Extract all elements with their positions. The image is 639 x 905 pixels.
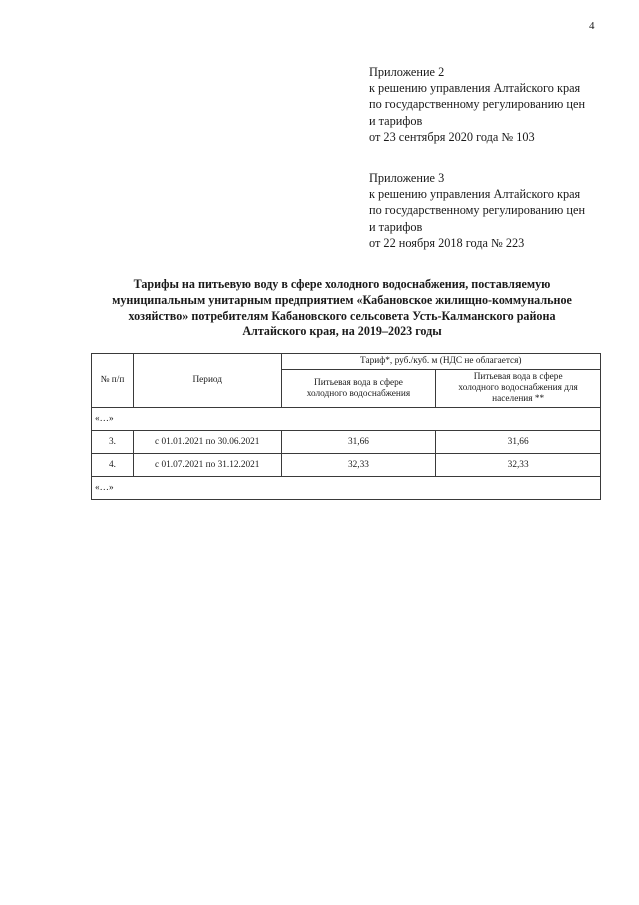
appendix-2-line: и тарифов: [369, 113, 423, 128]
header-cold-water-population-line: Питьевая вода в сфере: [473, 372, 563, 382]
table-row-ellipsis-top: [92, 408, 601, 431]
title-line: хозяйство» потребителям Кабановского сельсовета Усть-Калманского района: [128, 308, 556, 323]
cell-value-cold-water-population: 32,33: [436, 454, 601, 477]
appendix-3-line: от 22 ноября 2018 года № 223: [369, 235, 525, 250]
cell-period: с 01.01.2021 по 30.06.2021: [133, 431, 281, 454]
header-num: № п/п: [92, 354, 134, 408]
appendix-3-line: по государственному регулированию цен: [369, 203, 586, 218]
appendix-2-line: Приложение 2: [369, 65, 445, 79]
appendix-3-line: и тарифов: [369, 219, 423, 234]
title-line: Алтайского края, на 2019–2023 годы: [242, 324, 442, 339]
page-number: 4: [589, 20, 595, 32]
cell-period: с 01.07.2021 по 31.12.2021: [133, 454, 281, 477]
appendix-2-line: от 23 сентября 2020 года № 103: [369, 129, 535, 144]
header-cold-water-line: Питьевая вода в сфере: [313, 377, 403, 388]
cell-value-cold-water-population: 31,66: [436, 431, 601, 454]
cell-num: 3.: [92, 431, 134, 454]
header-cold-water-population: [436, 370, 601, 408]
appendix-2-line: по государственному регулированию цен: [369, 97, 586, 112]
appendix-3-line: к решению управления Алтайского края: [369, 187, 581, 202]
header-cold-water-population-line: населения **: [492, 394, 545, 404]
title-line: Тарифы на питьевую воду в сфере холодного водоснабжения, поставляемую: [133, 277, 551, 291]
header-cold-water-population-line: холодного водоснабжения для: [458, 383, 578, 393]
header-cold-water: [281, 370, 436, 408]
header-period: Период: [133, 354, 281, 408]
table-row: [92, 454, 601, 477]
appendix-3-line: Приложение 3: [369, 171, 445, 185]
cell-value-cold-water: 31,66: [281, 431, 436, 454]
ellipsis-marker-top: «…»: [92, 408, 601, 431]
tariff-table: [91, 353, 601, 500]
document-title: [96, 277, 588, 340]
ellipsis-marker-bottom: «…»: [92, 477, 601, 500]
appendix-3-header: [369, 170, 609, 251]
cell-value-cold-water: 32,33: [281, 454, 436, 477]
header-tariff: Тариф*, руб./куб. м (НДС не облагается): [281, 354, 600, 370]
table-row-ellipsis-bottom: [92, 477, 601, 500]
cell-num: 4.: [92, 454, 134, 477]
table-header-row: [92, 354, 601, 370]
table-row: [92, 431, 601, 454]
title-line: муниципальным унитарным предприятием «Кабановское жилищно-коммунальное: [112, 292, 572, 307]
header-cold-water-line: холодного водоснабжения: [306, 388, 411, 399]
appendix-2-header: [369, 64, 609, 145]
appendix-2-line: к решению управления Алтайского края: [369, 81, 581, 96]
